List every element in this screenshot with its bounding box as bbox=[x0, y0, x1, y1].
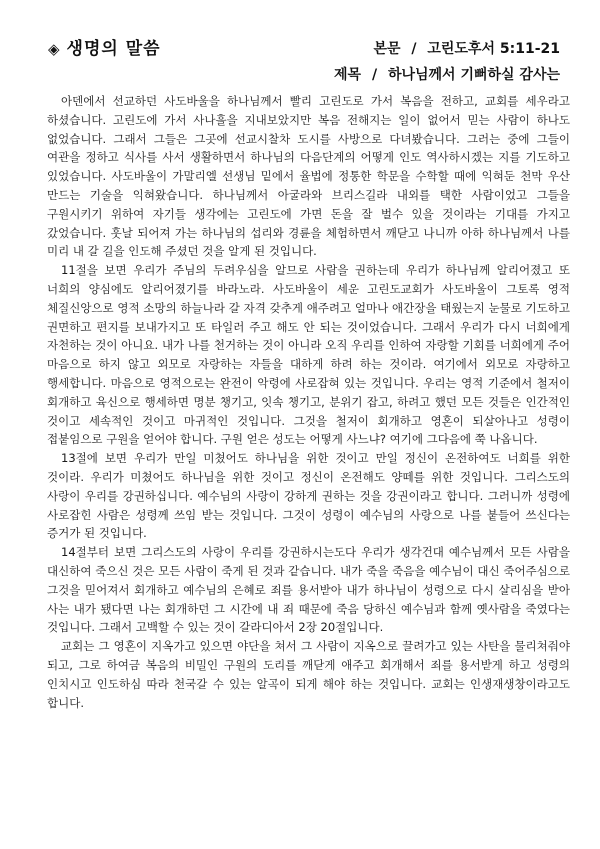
sermon-label: 제목 bbox=[334, 67, 362, 83]
separator: / bbox=[371, 67, 378, 83]
sermon-body bbox=[47, 92, 570, 832]
scripture-line bbox=[373, 38, 560, 58]
paragraph: 13절에 보면 우리가 만일 미쳤어도 하나님을 위한 것이고 만일 정신이 온전하여도 너희를 위한 것이라. 우리가 미쳤어도 하나님을 위한 것이고 정신이 온전해도 양떼를 위한 것입니다. 그리스도의 사랑이 우리를 강권하십니다. 예수님의 사랑이 강하게 권하는 것을 강권이라고 합니다. 그러니까 성령에 사로잡힌 사람은 성령께 쓰임 받는 것입니다. 그것이 성령이 예수님의 사랑으로 나를 붙들어 쓰신다는 증거가 된 것입니다. bbox=[47, 451, 570, 541]
section-heading bbox=[48, 34, 161, 59]
scripture-label: 본문 bbox=[373, 41, 401, 57]
section-title: 생명의 말씀 bbox=[66, 39, 161, 59]
sermon-title: 하나님께서 기뻐하실 감사는 bbox=[387, 67, 560, 83]
scripture-reference: 고린도후서 5:11-21 bbox=[427, 41, 560, 57]
paragraph: 아덴에서 선교하던 사도바울을 하나님께서 빨리 고린도로 가서 복음을 전하고, 교회를 세우라고 하셨습니다. 고린도에 가서 사나흘을 지내보았지만 복음 전해지는 일이 없어서 믿는 사람이 하나도 없었습니다. 그래서 그들은 그곳에 선교시찰차 도시를 사방으로 다녀봤습니다. 그러는 중에 그들이 여관을 정하고 식사를 사서 생활하면서 하나님의 다음단계의 어떻게 인도 역사하시겠는 지를 기도하고 있었습니다. 사도바울이 가말리엘 선생님 밑에서 율법에 정통한 학문을 수학할 때에 익혀둔 천막 우산 만드는 기술을 익혀왔습니다. 하나님께서 아굴라와 브리스길라 내외를 택한 사람이었고 그들을 구원시키기 위하여 자기들 생각에는 고린도에 가면 돈을 잘 벌수 있을 것이라는 기대를 가지고 갔었습니다. 훗날 되어져 가는 하나님의 섭리와 경륜을 체험하면서 깨닫고 나니까 아하 하나님께서 나를 미리 내 갈 길을 인도해 주셨던 것을 알게 된 것입니다. bbox=[47, 94, 570, 259]
paragraph: 14절부터 보면 그리스도의 사랑이 우리를 강권하시는도다 우리가 생각건대 예수님께서 모든 사람을 대신하여 죽으신 것은 모든 사람이 죽게 된 것과 같습니다. 내가 죽을 죽음을 예수님이 대신 죽어주심으로 그것을 믿어져서 회개하고 예수님의 은혜로 죄를 용서받아 내가 하나님이 성령으로 다시 살리심을 받아 사는 내가 됐다면 나는 회개하던 그 시간에 내 죄 때문에 죽음 당하신 예수님과 함께 옛사람을 죽였다는 것입니다. 그래서 고백할 수 있는 것이 갈라디아서 2장 20절입니다. bbox=[47, 545, 570, 635]
diamond-bullet-icon: ◈ bbox=[48, 40, 61, 58]
paragraph: 11절을 보면 우리가 주님의 두려우심을 알므로 사람을 권하는데 우리가 하나님께 알리어졌고 또 너희의 양심에도 알리어졌기를 바라노라. 사도바울이 세운 고린도교회가 사도바울이 그토록 영적 체질신앙으로 영적 소망의 하늘나라 갈 자격 갖추게 애주려고 얼마나 애간장을 태웠는지 눈물로 기도하고 권면하고 편지를 보내가지고 또 타일러 주고 해도 안 되는 것이었습니다. 그래서 우리가 다시 너희에게 자천하는 것이 아니요. 내가 나를 천거하는 것이 아니라 오직 우리를 인하여 자랑할 기회를 너희에게 주어 마음으로 하지 않고 외모로 자랑하는 자들을 대하게 하려 하는 것이라. 여기에서 외모로 자랑하고 행세합니다. 마음으로 영적으로는 완전이 악령에 사로잡혀 있는 것입니다. 우리는 영적 기준에서 철저이 회개하고 육신으로 행세하면 명분 챙기고, 잇속 챙기고, 분위기 잡고, 하려고 했던 모든 것들은 인간적인 것이고 세속적인 것이고 마귀적인 것입니다. 그것을 철저이 회개하고 영혼이 되살아나고 성령이 접붙임으로 구원을 얻어야 합니다. 구원 얻은 성도는 어떻게 사느냐? 여기에 그다음에 쭉 나옵니다. bbox=[47, 263, 570, 447]
paragraph: 교회는 그 영혼이 지옥가고 있으면 야단을 쳐서 그 사람이 지옥으로 끌려가고 있는 사탄을 물리쳐줘야 되고, 그로 하여금 복음의 비밀인 구원의 도리를 깨닫게 애주고 회개해서 죄를 용서받게 하고 성령의 인치시고 인도하심 따라 천국갈 수 있는 알곡이 되게 해야 하는 것입니다. 교회는 인생재생창이라고도 합니다. bbox=[47, 639, 570, 710]
sermon-title-line bbox=[334, 64, 560, 84]
separator: / bbox=[411, 41, 417, 57]
